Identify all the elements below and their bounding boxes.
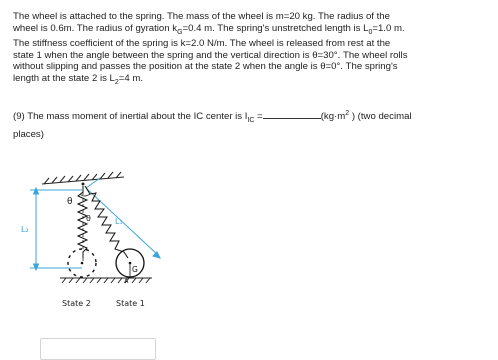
- question-units-sup: 2: [345, 110, 350, 117]
- statement-sub-0: 0: [368, 28, 373, 36]
- statement-line-2c: =1.0 m.: [372, 22, 405, 34]
- answer-blank: [263, 109, 321, 119]
- pivot-point: [82, 183, 85, 186]
- statement-line-6a: length at the state 2 is L: [13, 72, 115, 84]
- label-theta-mid: θ: [86, 214, 91, 223]
- l1-dimension: [86, 178, 160, 258]
- statement-sub-g: G: [177, 28, 183, 36]
- statement-line-2a: wheel is 0.6m. The radius of gyration k: [13, 22, 178, 34]
- question-text: [13, 107, 488, 142]
- statement-line-4: state 1 when the angle between the spring and the vertical direction is θ=30°. The wheel rolls: [13, 49, 408, 61]
- question-units-b: ) (two decimal: [349, 111, 412, 123]
- wheel-state2-center: [81, 262, 84, 265]
- question-sub-ic: IC: [247, 117, 255, 125]
- statement-line-5: without slipping and passes the position at the state 2 when the angle is θ=0°. The spring's: [13, 61, 398, 73]
- label-l2: L₂: [21, 225, 29, 234]
- statement-line-1: The wheel is attached to the spring. The mass of the wheel is m=20 kg. The radius of the: [13, 11, 390, 22]
- label-theta-top: θ: [67, 197, 73, 207]
- l2-dimension: [30, 188, 82, 270]
- label-state1: State 1: [116, 299, 145, 308]
- question-prefix: (9) The mass moment of inertial about the IC center is I: [13, 111, 248, 123]
- answer-input[interactable]: [40, 338, 156, 360]
- question-equals: =: [254, 111, 263, 123]
- wheel-spring-diagram: [20, 168, 180, 316]
- problem-statement: [13, 11, 488, 88]
- statement-sub-2: 2: [114, 78, 119, 86]
- label-a: A: [124, 277, 129, 285]
- question-units-a: (kg·m: [320, 111, 346, 123]
- theta-arc-top: [80, 194, 90, 196]
- label-l1: L₁: [115, 217, 123, 226]
- ground-hatch: [60, 278, 152, 283]
- statement-line-2b: =0.4 m. The spring's unstretched length is L: [182, 22, 369, 34]
- ceiling-hatch: [42, 172, 124, 184]
- statement-line-6b: =4 m.: [118, 72, 144, 84]
- statement-line-3: The stiffness coefficient of the spring is k=2.0 N/m. The wheel is released from rest at the: [13, 38, 391, 50]
- label-g: G: [132, 265, 138, 274]
- question-line-2: places): [13, 129, 44, 141]
- label-state2: State 2: [62, 299, 91, 308]
